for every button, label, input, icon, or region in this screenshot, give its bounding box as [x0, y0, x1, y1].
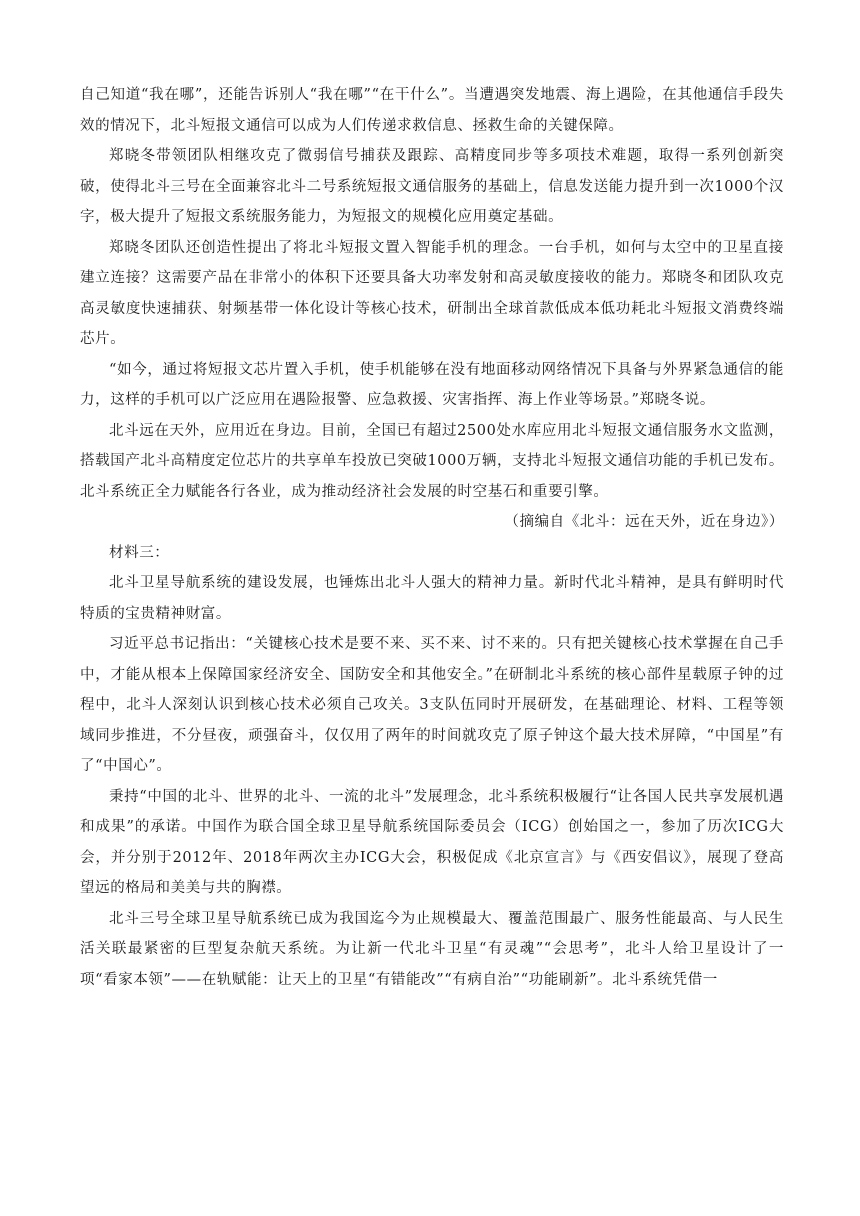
- paragraph-4: “如今，通过将短报文芯片置入手机，使手机能够在没有地面移动网络情况下具备与外界紧急通信的能力，这样的手机可以广泛应用在遇险报警、应急救援、灾害指挥、海上作业等场景。”郑晓冬说。: [80, 361, 784, 408]
- material-paragraph-4: 北斗三号全球卫星导航系统已成为我国迄今为止规模最大、覆盖范围最广、服务性能最高、与人民生活关联最紧密的巨型复杂航天系统。为让新一代北斗卫星“有灵魂”“会思考”，北斗人给卫星设计了一项“看家本领”——在轨赋能：让天上的卫星“有错能改”“有病自治”“功能刷新”。北斗系统凭借一: [80, 910, 784, 988]
- material-paragraph-1: 北斗卫星导航系统的建设发展，也锤炼出北斗人强大的精神力量。新时代北斗精神，是具有鲜明时代特质的宝贵精神财富。: [80, 575, 784, 622]
- material-heading: 材料三：: [109, 544, 170, 561]
- source-citation: （摘编自《北斗：远在天外，近在身边》）: [504, 514, 784, 530]
- paragraph-3: 郑晓冬团队还创造性提出了将北斗短报文置入智能手机的理念。一台手机，如何与太空中的卫星直接建立连接？这需要产品在非常小的体积下还要具备大功率发射和高灵敏度接收的能力。郑晓冬和团队攻克高灵敏度快速捕获、射频基带一体化设计等核心技术，研制出全球首款低成本低功耗北斗短报文消费终端芯片。: [80, 239, 784, 347]
- paragraph-1: 自己知道“我在哪”，还能告诉别人“我在哪”“在干什么”。当遭遇突发地震、海上遇险，在其他通信手段失效的情况下，北斗短报文通信可以成为人们传递求救信息、拯救生命的关键保障。: [80, 87, 784, 134]
- material-paragraph-2: 习近平总书记指出：“关键核心技术是要不来、买不来、讨不来的。只有把关键核心技术掌握在自己手中，才能从根本上保障国家经济安全、国防安全和其他安全。”在研制北斗系统的核心部件星载原子钟的过程中，北斗人深刻认识到核心技术必须自己攻关。3支队伍同时开展研发，在基础理论、材料、工程等领域同步推进，不分昼夜，顽强奋斗，仅仅用了两年的时间就攻克了原子钟这个最大技术屏障，“中国星”有了“中国心”。: [80, 636, 784, 774]
- paragraph-5: 北斗远在天外，应用近在身边。目前，全国已有超过2500处水库应用北斗短报文通信服务水文监测，搭载国产北斗高精度定位芯片的共享单车投放已突破1000万辆，支持北斗短报文通信功能的手机已发布。北斗系统正全力赋能各行各业，成为推动经济社会发展的时空基石和重要引擎。: [80, 422, 784, 500]
- document-page: [80, 80, 784, 995]
- paragraph-2: 郑晓冬带领团队相继攻克了微弱信号捕获及跟踪、高精度同步等多项技术难题，取得一系列创新突破，使得北斗三号在全面兼容北斗二号系统短报文通信服务的基础上，信息发送能力提升到一次1000个汉字，极大提升了短报文系统服务能力，为短报文的规模化应用奠定基础。: [80, 148, 784, 225]
- material-paragraph-3: 秉持“中国的北斗、世界的北斗、一流的北斗”发展理念，北斗系统积极履行“让各国人民共享发展机遇和成果”的承诺。中国作为联合国全球卫星导航系统国际委员会（ICG）创始国之一，参加了历次ICG大会，并分别于2012年、2018年两次主办ICG大会，积极促成《北京宣言》与《西安倡议》，展现了登高望远的格局和美美与共的胸襟。: [80, 788, 784, 896]
